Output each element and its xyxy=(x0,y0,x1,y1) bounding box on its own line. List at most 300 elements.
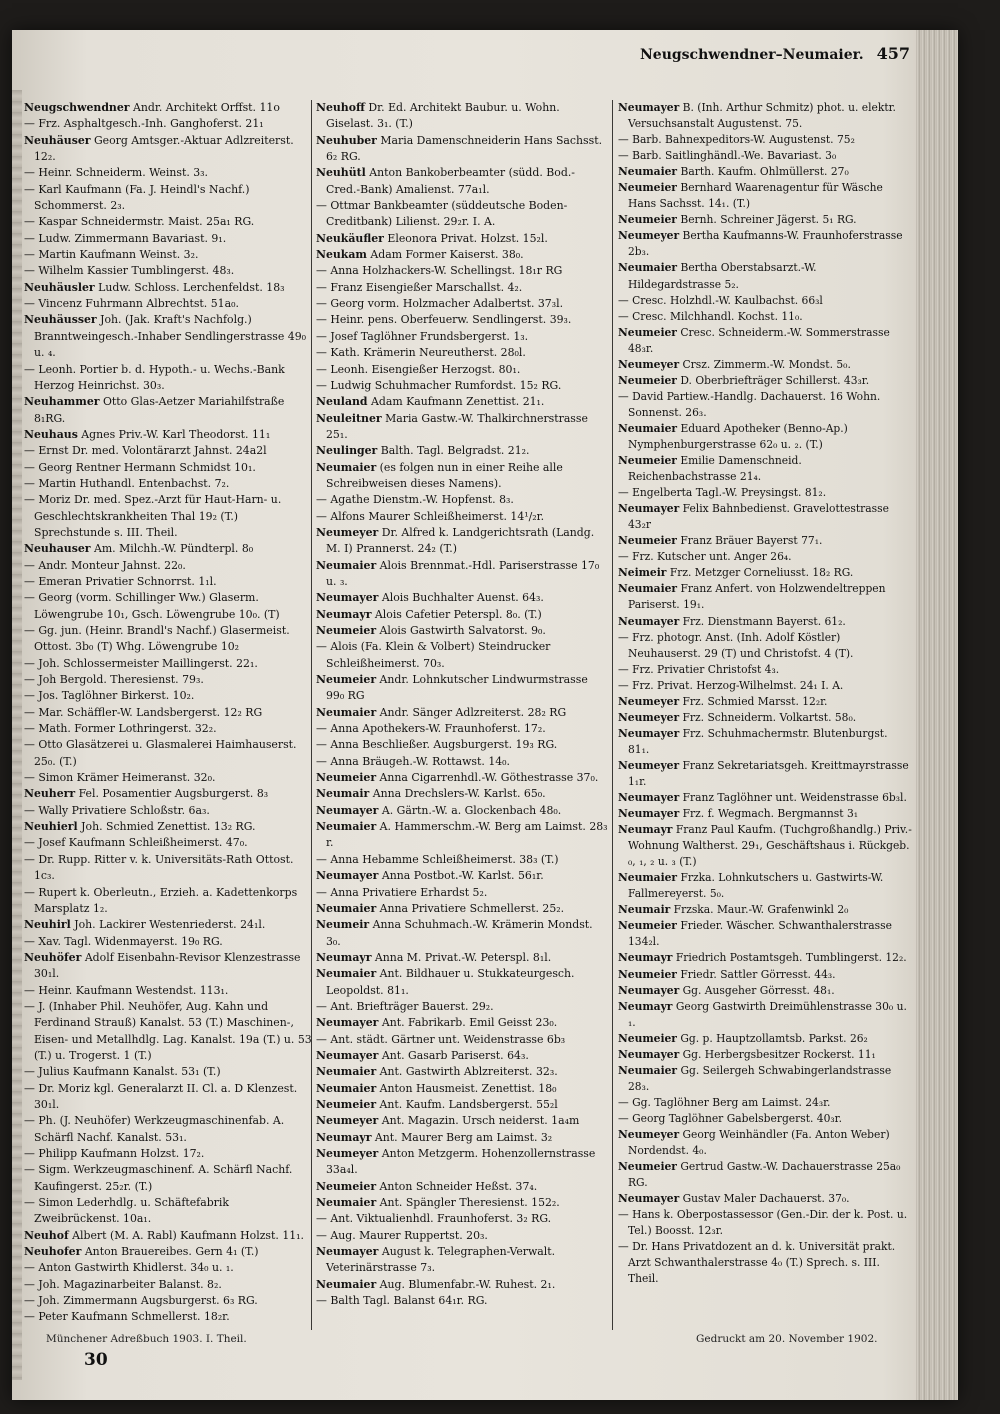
directory-entry xyxy=(316,329,608,345)
directory-entry xyxy=(618,293,912,309)
directory-entry xyxy=(24,1195,314,1228)
directory-entry xyxy=(618,614,912,630)
directory-entry xyxy=(316,1179,608,1195)
entry-surname: Neumayer xyxy=(618,807,680,821)
directory-entry xyxy=(316,492,608,508)
directory-entry xyxy=(618,726,912,758)
entry-details: — Josef Taglöhner Frundsbergerst. 1₃. xyxy=(316,329,529,343)
entry-details: — Engelberta Tagl.-W. Preysingst. 81₂. xyxy=(618,486,827,500)
directory-entry xyxy=(618,1239,912,1287)
entry-details: Gg. Herbergsbesitzer Rockerst. 11₁ xyxy=(682,1047,876,1061)
entry-details: Bertha Kaufmanns-W. Fraunhoferstrasse 2b₃. xyxy=(628,229,903,259)
directory-entry xyxy=(316,607,608,623)
directory-entry xyxy=(316,443,608,459)
entry-details: — Hans k. Oberpostassessor (Gen.-Dir. der k. Post. u. Tel.) Boosst. 12₃r. xyxy=(618,1208,908,1238)
entry-details: A. Gärtn.-W. a. Glockenbach 48₀. xyxy=(381,803,562,817)
entry-surname: Neuhäusler xyxy=(24,280,95,294)
entry-details: — Heinr. Kaufmann Westendst. 113₁. xyxy=(24,983,229,997)
entry-surname: Neumayr xyxy=(316,950,372,964)
directory-entry xyxy=(316,1048,608,1064)
entry-surname: Neumeyer xyxy=(618,357,680,371)
directory-entry xyxy=(618,148,912,164)
column-1 xyxy=(24,100,314,1330)
directory-entry xyxy=(316,1113,608,1129)
directory-entry xyxy=(24,835,314,851)
directory-entry xyxy=(316,819,608,852)
entry-details: — Dr. Hans Privatdozent an d. k. Universität prakt. Arzt Schwanthalerstrasse 4₀ (T.) Sprech. s. III. Theil. xyxy=(618,1240,896,1286)
directory-entry xyxy=(316,133,608,166)
entry-surname: Neumair xyxy=(618,903,671,917)
directory-entry xyxy=(24,737,314,770)
entry-details: — Karl Kaufmann (Fa. J. Heindl's Nachf.) Schommerst. 2₃. xyxy=(24,182,250,213)
entry-details: Andr. Sänger Adlzreiterst. 28₂ RG xyxy=(379,705,567,719)
running-header xyxy=(640,44,910,68)
directory-entry xyxy=(24,934,314,950)
entry-details: Otto Glas-Aetzer Mariahilfstraße 8₁RG. xyxy=(34,395,285,425)
entry-details: — Ant. Briefträger Bauerst. 29₂. xyxy=(316,999,494,1013)
entry-details: — Barb. Bahnexpeditors-W. Augustenst. 75₂ xyxy=(618,133,855,147)
entry-details: Ludw. Schloss. Lerchenfeldst. 18₃ xyxy=(98,280,285,294)
directory-entry xyxy=(24,362,314,395)
directory-entry xyxy=(316,737,608,753)
entry-details: — Georg (vorm. Schillinger Ww.) Glaserm. Löwengrube 10₁, Gsch. Löwengrube 10₀. (T) xyxy=(24,591,280,621)
entry-surname: Neuhaus xyxy=(24,427,78,441)
directory-entry xyxy=(618,967,912,983)
entry-surname: Neukäufler xyxy=(316,231,384,245)
entry-surname: Neuhuber xyxy=(316,133,377,147)
entry-details: — Wally Privatiere Schloßstr. 6a₃. xyxy=(24,803,210,817)
entry-details: Ant. Spängler Theresienst. 152₂. xyxy=(379,1196,560,1210)
entry-details: Felix Bahnbedienst. Gravelottestrasse 43₂r xyxy=(628,502,889,532)
directory-entry xyxy=(24,263,314,279)
directory-entry xyxy=(24,672,314,688)
directory-entry xyxy=(24,231,314,247)
entry-surname: Neumeier xyxy=(618,1031,677,1045)
directory-entry xyxy=(24,1293,314,1309)
entry-details: — Anna Apothekers-W. Fraunhoferst. 17₂. xyxy=(316,722,546,736)
entry-details: Franz Sekretariatsgeh. Kreittmayrstrasse 1₁r. xyxy=(628,758,909,788)
entry-details: — Philipp Kaufmann Holzst. 17₂. xyxy=(24,1147,205,1160)
directory-entry xyxy=(24,182,314,215)
entry-details: — Georg Taglöhner Gabelsbergerst. 40₃r. xyxy=(618,1111,843,1125)
directory-entry xyxy=(618,1207,912,1239)
directory-entry xyxy=(316,394,608,410)
entry-details: — Kaspar Schneidermstr. Maist. 25a₁ RG. xyxy=(24,215,255,229)
directory-entry xyxy=(618,485,912,501)
directory-entry xyxy=(316,590,608,606)
entry-details: — Sigm. Werkzeugmaschinenf. A. Schärfl Nachf. Kaufingerst. 25₂r. (T.) xyxy=(24,1163,293,1193)
entry-details: Alois Brennmat.-Hdl. Pariserstrasse 17₀ u. ₃. xyxy=(326,558,600,588)
entry-details: Frz. Schuhmachermstr. Blutenburgst. 81₁. xyxy=(628,726,888,756)
entry-surname: Neuleitner xyxy=(316,411,382,425)
entry-surname: Neumayer xyxy=(316,1048,379,1062)
footer-signature: 30 xyxy=(84,1350,108,1370)
entry-details: Am. Milchh.-W. Pündterpl. 8₀ xyxy=(93,542,254,556)
entry-details: — Balth Tagl. Balanst 64₁r. RG. xyxy=(316,1294,488,1308)
directory-entry xyxy=(316,721,608,737)
directory-entry xyxy=(618,180,912,212)
directory-entry xyxy=(618,1191,912,1207)
directory-entry xyxy=(24,1064,314,1080)
directory-entry xyxy=(24,443,314,459)
directory-entry xyxy=(618,325,912,357)
entry-details: — Dr. Moriz kgl. Generalarzt II. Cl. a. D Klenzest. 30₁l. xyxy=(24,1081,298,1111)
entry-details: Frieder. Wäscher. Schwanthalerstrasse 134₂l. xyxy=(628,919,892,949)
directory-entry xyxy=(24,460,314,476)
directory-entry xyxy=(24,1228,314,1244)
directory-entry xyxy=(24,574,314,590)
directory-entry xyxy=(618,1031,912,1047)
directory-entry xyxy=(618,581,912,613)
directory-entry xyxy=(24,133,314,166)
entry-surname: Neumair xyxy=(316,787,370,801)
entry-surname: Neumayr xyxy=(618,823,673,837)
entry-details: — Julius Kaufmann Kanalst. 53₁ (T.) xyxy=(24,1065,221,1079)
entry-surname: Neumayer xyxy=(316,1245,379,1259)
entry-surname: Neumaier xyxy=(316,820,377,834)
entry-details: Frz. Schneiderm. Volkartst. 58₀. xyxy=(682,710,857,724)
entry-surname: Neumaier xyxy=(316,901,377,915)
entry-details: Gustav Maler Dachauerst. 37₀. xyxy=(682,1192,850,1206)
entry-surname: Neumeier xyxy=(316,771,377,785)
entry-surname: Neumaier xyxy=(316,705,377,719)
entry-details: Franz Taglöhner unt. Weidenstrasse 6b₃l. xyxy=(682,791,907,805)
entry-details: Dr. Alfred k. Landgerichtsrath (Landg. M. I) Prannerst. 24₂ (T.) xyxy=(326,525,595,556)
directory-entry xyxy=(24,394,314,427)
entry-surname: Neumayer xyxy=(316,803,379,817)
entry-details: — Frz. Kutscher unt. Anger 26₄. xyxy=(618,550,792,564)
entry-details: Maria Gastw.-W. Thalkirchnerstrasse 25₁. xyxy=(326,411,588,441)
directory-entry xyxy=(316,525,608,558)
entry-details: — J. (Inhaber Phil. Neuhöfer, Aug. Kahn und Ferdinand Strauß) Kanalst. 53 (T.) Maschinen-, Eisen- und Metallhdlg. Lag. Kanalst. 19a (T.) u. 53 (T.) u. Trogerst. 1 (T.) xyxy=(24,999,312,1062)
entry-details: Franz Paul Kaufm. (Tuchgroßhandlg.) Priv.-Wohnung Waltherst. 29₁, Geschäftshaus i. Rückgeb. ₀, ₁, ₂ u. ₃ (T.) xyxy=(628,823,912,869)
entry-surname: Neimeir xyxy=(618,566,667,580)
entry-details: Aug. Blumenfabr.-W. Ruhest. 2₁. xyxy=(379,1277,556,1291)
entry-details: D. Oberbriefträger Schillerst. 43₃r. xyxy=(680,373,870,387)
entry-details: Anna Cigarrenhdl.-W. Göthestrasse 37₀. xyxy=(379,771,599,785)
directory-entry xyxy=(316,263,608,279)
entry-surname: Neulinger xyxy=(316,444,378,458)
entry-details: — Leonh. Eisengießer Herzogst. 80₁. xyxy=(316,362,521,376)
entry-details: — Joh. Magazinarbeiter Balanst. 8₂. xyxy=(24,1277,222,1291)
entry-details: Ant. Bildhauer u. Stukkateurgesch. Leopoldst. 81₁. xyxy=(326,967,575,997)
entry-details: Frzka. Lohnkutschers u. Gastwirts-W. Fallmereyerst. 5₀. xyxy=(628,871,884,901)
entry-details: — Anna Holzhackers-W. Schellingst. 18₁r RG xyxy=(316,264,563,278)
entry-surname: Neumaier xyxy=(316,1277,377,1291)
entry-surname: Neumeier xyxy=(618,919,677,933)
entry-details: Ant. Fabrikarb. Emil Geisst 23₀. xyxy=(381,1016,558,1030)
column-3 xyxy=(618,100,912,1330)
directory-entry xyxy=(316,705,608,721)
directory-entry xyxy=(316,786,608,802)
entry-surname: Neuland xyxy=(316,395,368,409)
directory-entry xyxy=(618,790,912,806)
entry-details: Frz. Schmied Marsst. 12₂r. xyxy=(682,694,828,708)
entry-details: Anton Hausmeist. Zenettist. 18₀ xyxy=(379,1081,557,1095)
entry-details: Eleonora Privat. Holzst. 15₂l. xyxy=(387,231,548,245)
entry-details: Andr. Architekt Orffst. 11o xyxy=(133,101,280,114)
directory-entry xyxy=(24,296,314,312)
directory-entry xyxy=(316,312,608,328)
directory-entry xyxy=(316,100,608,133)
directory-entry xyxy=(316,362,608,378)
entry-details: Gg. Ausgeher Görresst. 48₁. xyxy=(682,983,835,997)
entry-details: — Ph. (J. Neuhöfer) Werkzeugmaschinenfab. A. Schärfl Nachf. Kanalst. 53₁. xyxy=(24,1114,285,1144)
entry-surname: Neumeier xyxy=(618,325,677,339)
directory-entry xyxy=(618,453,912,485)
entry-details: — Ludw. Zimmermann Bavariast. 9₁. xyxy=(24,231,227,245)
entry-details: Alois Cafetier Peterspl. 8₀. (T.) xyxy=(374,607,542,621)
directory-entry xyxy=(316,1293,608,1309)
directory-entry xyxy=(316,509,608,525)
entry-details: — Math. Former Lothringerst. 32₂. xyxy=(24,722,217,736)
entry-surname: Neumeier xyxy=(316,1097,377,1111)
entry-details: Adolf Eisenbahn-Revisor Klenzestrasse 30₁l. xyxy=(34,950,301,981)
entry-details: A. Hammerschm.-W. Berg am Laimst. 28₃ r. xyxy=(326,820,608,850)
entry-details: Frz. f. Wegmach. Bergmannst 3₁ xyxy=(682,807,859,821)
entry-details: Anna Schuhmach.-W. Krämerin Mondst. 3₀. xyxy=(326,918,593,948)
entry-surname: Neukam xyxy=(316,248,367,262)
directory-entry xyxy=(24,476,314,492)
entry-details: Anton Brauereibes. Gern 4₁ (T.) xyxy=(84,1245,259,1259)
entry-surname: Neumayer xyxy=(618,101,680,114)
entry-surname: Neumeyer xyxy=(618,710,680,724)
directory-entry xyxy=(316,1228,608,1244)
directory-entry xyxy=(618,662,912,678)
directory-entry xyxy=(618,1047,912,1063)
entry-details: Frz. Dienstmann Bayerst. 61₂. xyxy=(682,614,846,628)
entry-details: Gg. Seilergeh Schwabingerlandstrasse 28₃. xyxy=(628,1063,892,1093)
entry-surname: Neumayer xyxy=(618,1047,680,1061)
directory-entry xyxy=(618,1127,912,1159)
directory-entry xyxy=(316,966,608,999)
binding-gutter xyxy=(12,90,22,1380)
directory-entry xyxy=(24,280,314,296)
entry-surname: Neuhofer xyxy=(24,1245,82,1259)
entry-details: — Gg. Taglöhner Berg am Laimst. 24₃r. xyxy=(618,1095,831,1109)
directory-entry xyxy=(24,983,314,999)
directory-entry xyxy=(24,1081,314,1114)
page-edge-stack xyxy=(916,30,958,1400)
directory-entry xyxy=(618,501,912,533)
entry-surname: Neumeyer xyxy=(618,758,680,772)
entry-details: — Ottmar Bankbeamter (süddeutsche Boden-Creditbank) Lilienst. 29₂r. I. A. xyxy=(316,199,568,229)
directory-entry xyxy=(618,132,912,148)
column-2 xyxy=(316,100,608,1330)
entry-details: Anna M. Privat.-W. Peterspl. 8₁l. xyxy=(374,950,552,964)
entry-details: Eduard Apotheker (Benno-Ap.) Nymphenburgerstrasse 62₀ u. ₂. (T.) xyxy=(628,421,848,451)
entry-details: Anna Drechslers-W. Karlst. 65₀. xyxy=(372,787,546,801)
entry-surname: Neumeyer xyxy=(316,1114,379,1128)
directory-entry xyxy=(316,885,608,901)
entry-surname: Neumeier xyxy=(618,1160,677,1174)
entry-surname: Neuherr xyxy=(24,787,76,801)
directory-entry xyxy=(316,231,608,247)
entry-details: — Wilhelm Kassier Tumblingerst. 48₃. xyxy=(24,264,235,278)
entry-details: — Martin Huthandl. Entenbachst. 7₂. xyxy=(24,476,230,490)
directory-entry xyxy=(618,758,912,790)
entry-details: Frz. Metzger Corneliusst. 18₂ RG. xyxy=(669,566,854,580)
directory-entry xyxy=(618,822,912,870)
directory-entry xyxy=(316,770,608,786)
entry-details: Alois Buchhalter Auenst. 64₃. xyxy=(381,591,544,605)
entry-details: Maria Damenschneiderin Hans Sachsst. 6₂ RG. xyxy=(326,133,603,164)
entry-details: — David Partiew.-Handlg. Dachauerst. 16 Wohn. Sonnenst. 26₃. xyxy=(618,389,881,419)
entry-details: Anna Postbot.-W. Karlst. 56₁r. xyxy=(381,869,544,883)
entry-surname: Neugschwendner xyxy=(24,101,130,114)
entry-details: Ant. Gasarb Pariserst. 64₃. xyxy=(381,1048,529,1062)
entry-details: — Kath. Krämerin Neureutherst. 28₀l. xyxy=(316,346,526,360)
entry-details: Joh. Schmied Zenettist. 13₂ RG. xyxy=(81,820,256,834)
entry-details: — Josef Kaufmann Schleißheimerst. 47₀. xyxy=(24,836,248,850)
footer-print-date: Gedruckt am 20. November 1902. xyxy=(696,1333,878,1345)
directory-entry xyxy=(618,1063,912,1095)
directory-entry xyxy=(24,247,314,263)
directory-entry xyxy=(24,1146,314,1162)
directory-entry xyxy=(24,312,314,361)
entry-details: — Franz Eisengießer Marschallst. 4₂. xyxy=(316,280,523,294)
directory-entry xyxy=(618,1111,912,1127)
directory-entry xyxy=(316,1064,608,1080)
directory-entry xyxy=(24,803,314,819)
entry-details: — Xav. Tagl. Widenmayerst. 19₀ RG. xyxy=(24,934,223,948)
entry-details: Georg Gastwirth Dreimühlenstrasse 30₀ u. ₁. xyxy=(628,999,907,1029)
entry-details: — Anna Hebamme Schleißheimerst. 38₃ (T.) xyxy=(316,852,559,866)
entry-details: Anton Schneider Heßst. 37₄. xyxy=(379,1179,538,1193)
entry-surname: Neumaier xyxy=(618,421,678,435)
entry-details: — Ludwig Schuhmacher Rumfordst. 15₂ RG. xyxy=(316,378,562,392)
entry-details: — Frz. photogr. Anst. (Inh. Adolf Köstler) Neuhauserst. 29 (T) und Christofst. 4 (T). xyxy=(618,630,854,660)
directory-entry xyxy=(316,558,608,591)
directory-entry xyxy=(316,1244,608,1277)
directory-entry xyxy=(24,623,314,656)
entry-details: — Jos. Taglöhner Birkerst. 10₂. xyxy=(24,689,195,703)
entry-details: Dr. Ed. Architekt Baubur. u. Wohn. Giselast. 3₁. (T.) xyxy=(326,101,560,131)
directory-entry xyxy=(316,1032,608,1048)
directory-entry xyxy=(24,1244,314,1260)
entry-details: Anna Privatiere Schmellerst. 25₂. xyxy=(379,901,565,915)
directory-entry xyxy=(316,460,608,493)
entry-details: Gertrud Gastw.-W. Dachauerstrasse 25a₀ RG. xyxy=(628,1160,901,1190)
directory-entry xyxy=(618,533,912,549)
entry-surname: Neumayer xyxy=(618,614,680,628)
entry-surname: Neumayer xyxy=(618,791,680,805)
entry-surname: Neumeyer xyxy=(316,1147,379,1160)
directory-entry xyxy=(24,917,314,933)
entry-surname: Neumayer xyxy=(316,869,379,883)
entry-surname: Neumaier xyxy=(618,1063,678,1077)
entry-details: Friedr. Sattler Görresst. 44₃. xyxy=(680,967,836,981)
entry-details: — Cresc. Holzhdl.-W. Kaulbachst. 66₃l xyxy=(618,293,823,307)
directory-entry xyxy=(316,411,608,444)
directory-entry xyxy=(24,705,314,721)
entry-details: Agnes Priv.-W. Karl Theodorst. 11₁ xyxy=(81,427,271,441)
entry-details: Anton Metzgerm. Hohenzollernstrasse 33a₄l. xyxy=(326,1147,596,1177)
entry-details: August k. Telegraphen-Verwalt. Veterinärstrasse 7₃. xyxy=(326,1245,556,1275)
directory-entry xyxy=(316,165,608,198)
directory-entry xyxy=(24,165,314,181)
entry-surname: Neumaier xyxy=(316,460,377,474)
entry-surname: Neumayer xyxy=(618,1192,680,1206)
directory-entry xyxy=(24,688,314,704)
directory-entry xyxy=(618,630,912,662)
directory-entry xyxy=(618,357,912,373)
directory-entry xyxy=(618,228,912,260)
entry-details: Franz Bräuer Bayerst 77₁. xyxy=(680,534,823,548)
directory-entry xyxy=(24,541,314,557)
entry-details: Emilie Damenschneid. Reichenbachstrasse 21₄. xyxy=(628,454,802,484)
directory-entry xyxy=(618,678,912,694)
entry-details: — Ernst Dr. med. Volontärarzt Jahnst. 24a2l xyxy=(24,444,267,458)
entry-details: Anton Bankoberbeamter (südd. Bod.-Cred.-Bank) Amalienst. 77a₁l. xyxy=(326,166,575,196)
directory-entry xyxy=(316,623,608,639)
entry-surname: Neumaier xyxy=(316,1065,377,1079)
directory-entry xyxy=(316,754,608,770)
directory-entry xyxy=(618,549,912,565)
directory-entry xyxy=(316,296,608,312)
entry-details: Ant. Kaufm. Landsbergerst. 55₂l xyxy=(379,1097,558,1111)
directory-entry xyxy=(316,1081,608,1097)
entry-details: — Anton Gastwirth Khidlerst. 34₀ u. ₁. xyxy=(24,1261,234,1275)
entry-details: — Vincenz Fuhrmann Albrechtst. 51a₀. xyxy=(24,297,239,311)
entry-details: — Anna Bräugeh.-W. Rottawst. 14₀. xyxy=(316,754,511,768)
entry-details: Friedrich Postamtsgeh. Tumblingerst. 12₂. xyxy=(675,951,907,965)
directory-entry xyxy=(618,870,912,902)
entry-surname: Neumaier xyxy=(316,1081,377,1095)
entry-surname: Neumayer xyxy=(618,726,680,740)
footer-publication: Münchener Adreßbuch 1903. I. Theil. xyxy=(46,1333,247,1345)
entry-surname: Neumeier xyxy=(618,967,677,981)
entry-details: — Barb. Saitlinghändl.-We. Bavariast. 3₀ xyxy=(618,149,837,163)
directory-entry xyxy=(24,852,314,885)
entry-surname: Neuhöfer xyxy=(24,950,82,964)
directory-entry xyxy=(316,247,608,263)
directory-entry xyxy=(316,868,608,884)
directory-entry xyxy=(24,1277,314,1293)
directory-entry xyxy=(316,999,608,1015)
entry-details: — Anna Beschließer. Augsburgerst. 19₃ RG. xyxy=(316,738,558,752)
entry-details: — Agathe Dienstm.-W. Hopfenst. 8₃. xyxy=(316,493,514,507)
entry-surname: Neumayr xyxy=(316,1130,372,1144)
directory-entry xyxy=(316,1146,608,1179)
entry-surname: Neumayr xyxy=(316,607,372,621)
directory-entry xyxy=(24,721,314,737)
entry-surname: Neumaier xyxy=(316,558,377,572)
entry-details: Andr. Lohnkutscher Lindwurmstrasse 99₀ RG xyxy=(326,673,588,703)
directory-entry xyxy=(316,1211,608,1227)
entry-surname: Neuhauser xyxy=(24,542,91,556)
directory-entry xyxy=(24,1309,314,1325)
entry-details: Joh. (Jak. Kraft's Nachfolg.) Branntweingesch.-Inhaber Sendlingerstrasse 49₀ u. ₄. xyxy=(34,313,307,360)
entry-surname: Neumeier xyxy=(316,1179,377,1193)
entry-surname: Neumaier xyxy=(316,967,377,981)
directory-entry xyxy=(316,950,608,966)
directory-entry xyxy=(618,1159,912,1191)
entry-details: — Anna Privatiere Erhardst 5₂. xyxy=(316,885,488,899)
entry-details: Ant. Magazin. Ursch neiderst. 1a₄m xyxy=(381,1114,580,1128)
entry-details: — Alois (Fa. Klein & Volbert) Steindrucker Schleißheimerst. 70₃. xyxy=(316,640,551,670)
entry-details: — Otto Glasätzerei u. Glasmalerei Haimhauserst. 25₀. (T.) xyxy=(24,738,297,768)
entry-surname: Neumeier xyxy=(618,534,677,548)
entry-surname: Neumaier xyxy=(618,871,678,885)
entry-details: — Heinr. Schneiderm. Weinst. 3₃. xyxy=(24,166,209,180)
entry-details: B. (Inh. Arthur Schmitz) phot. u. elektr. Versuchsanstalt Augustenst. 75. xyxy=(628,101,896,131)
entry-details: Crsz. Zimmerm.-W. Mondst. 5₀. xyxy=(682,357,851,371)
entry-surname: Neuhammer xyxy=(24,395,100,409)
directory-entry xyxy=(316,378,608,394)
entry-details: — Joh Bergold. Theresienst. 79₃. xyxy=(24,673,204,687)
directory-entry xyxy=(618,806,912,822)
